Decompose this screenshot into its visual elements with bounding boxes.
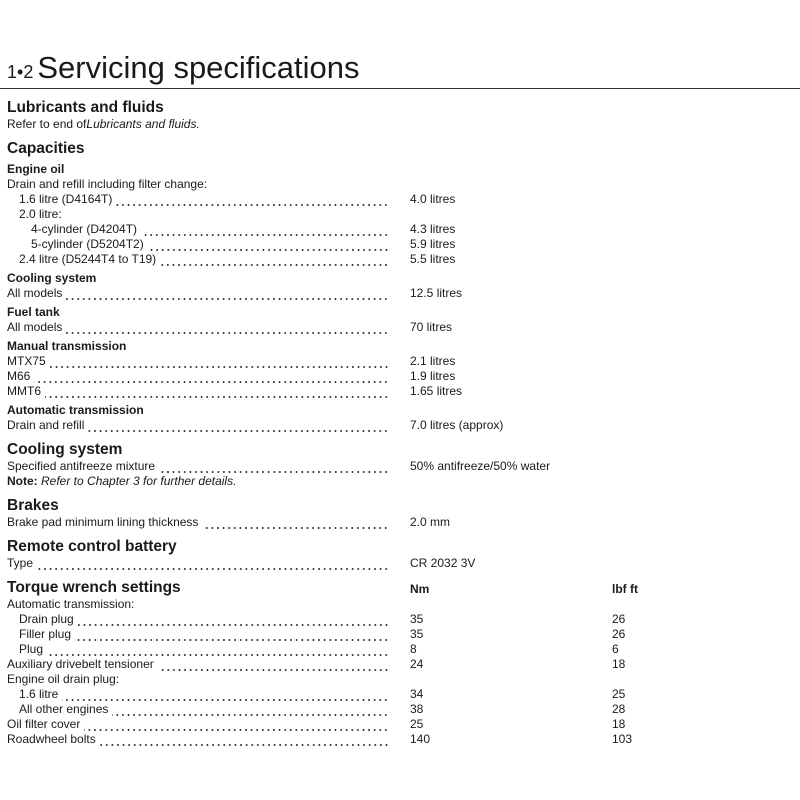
spec-label-text: MTX75: [7, 354, 46, 368]
spec-content: [7, 98, 797, 747]
section-title: Lubricants and fluids: [7, 99, 164, 116]
spec-row: [7, 612, 797, 627]
spec-value-lbfft: 103: [612, 732, 633, 746]
dot-leader: [75, 627, 389, 642]
spec-label-text: All models: [7, 320, 63, 334]
spec-value-lbfft: 28: [612, 702, 626, 716]
spec-label-text: Specified antifreeze mixture: [7, 459, 156, 473]
spec-value: 5.5 litres: [410, 252, 456, 266]
dot-leader: [116, 192, 389, 207]
spec-row: [7, 369, 797, 384]
spec-label: [19, 192, 389, 207]
spec-value: 2.0 mm: [410, 515, 451, 529]
spec-label: [7, 286, 389, 301]
spec-label: [19, 642, 389, 657]
spec-label: [31, 222, 389, 237]
section-heading: [7, 537, 797, 556]
spec-label: [7, 717, 389, 732]
spec-label-text: Type: [7, 556, 34, 570]
spec-label-text: Drain plug: [19, 612, 74, 626]
dot-leader: [88, 418, 389, 433]
spec-label-text: Oil filter cover: [7, 717, 81, 731]
spec-label: [31, 237, 389, 252]
spec-value: 4.0 litres: [410, 192, 456, 206]
text-line: [7, 597, 797, 612]
dot-leader: [141, 222, 389, 237]
line-label: [19, 207, 389, 222]
dot-leader: [202, 515, 389, 530]
spec-value-lbfft: 6: [612, 642, 619, 656]
dot-leader: [84, 717, 389, 732]
spec-label: [7, 354, 389, 369]
section-heading: [7, 440, 797, 459]
label-text: Engine oil drain plug:: [7, 672, 120, 686]
spec-label: [7, 369, 389, 384]
spec-row: [7, 717, 797, 732]
text-line: [7, 672, 797, 687]
spec-row: [7, 286, 797, 301]
spec-label-text: All models: [7, 286, 63, 300]
spec-value: 35: [410, 612, 424, 626]
spec-value: 2.1 litres: [410, 354, 456, 368]
subsection-heading: Cooling system: [7, 271, 97, 285]
page-title: [7, 50, 360, 86]
text-line: [7, 177, 797, 192]
spec-label: [7, 459, 389, 474]
dot-leader: [47, 642, 389, 657]
spec-row: [7, 320, 797, 335]
line-label: [7, 672, 389, 687]
spec-value: 35: [410, 627, 424, 641]
spec-row: [7, 702, 797, 717]
spec-row: [7, 642, 797, 657]
spec-value: 7.0 litres (approx): [410, 418, 504, 432]
section-title: Cooling system: [7, 441, 123, 458]
note-label: Note:: [7, 474, 38, 488]
section-title: Capacities: [7, 140, 85, 157]
spec-row: [7, 252, 797, 267]
dot-leader: [45, 384, 389, 399]
dot-leader: [34, 369, 389, 384]
spec-value: 50% antifreeze/50% water: [410, 459, 551, 473]
spec-label-text: Filler plug: [19, 627, 72, 641]
page-number: 1•2: [7, 62, 34, 82]
spec-label: [19, 687, 389, 702]
spec-label-text: 5-cylinder (D5204T2): [31, 237, 144, 251]
spec-row: [7, 459, 797, 474]
dot-leader: [66, 320, 389, 335]
note-text: [7, 474, 797, 489]
spec-row: [7, 222, 797, 237]
dot-leader: [50, 354, 389, 369]
spec-row: [7, 627, 797, 642]
subsection-heading: Automatic transmission: [7, 403, 144, 417]
spec-row: [7, 192, 797, 207]
section-heading: [7, 578, 797, 597]
dot-leader: [158, 657, 389, 672]
spec-value: 12.5 litres: [410, 286, 463, 300]
spec-value-lbfft: 18: [612, 717, 626, 731]
label-text: 2.0 litre:: [19, 207, 62, 221]
spec-label: [19, 612, 389, 627]
section-heading: [7, 496, 797, 515]
spec-row: [7, 237, 797, 252]
dot-leader: [159, 459, 389, 474]
dot-leader: [37, 556, 389, 571]
line-label: [7, 117, 389, 132]
note-body: Refer to Chapter 3 for further details.: [37, 474, 237, 488]
subsection-heading: Engine oil: [7, 162, 65, 176]
spec-value: 24: [410, 657, 424, 671]
spec-label: [7, 556, 389, 571]
spec-value-lbfft: 26: [612, 627, 626, 641]
spec-value: 38: [410, 702, 424, 716]
dot-leader: [160, 252, 389, 267]
section-title: Torque wrench settings: [7, 579, 181, 596]
spec-label-text: 1.6 litre: [19, 687, 59, 701]
dot-leader: [112, 702, 389, 717]
spec-label-text: 2.4 litre (D5244T4 to T19): [19, 252, 157, 266]
spec-label-text: Brake pad minimum lining thickness: [7, 515, 199, 529]
spec-label-text: M66: [7, 369, 31, 383]
spec-row: [7, 354, 797, 369]
spec-value: CR 2032 3V: [410, 556, 476, 570]
spec-value-lbfft: 18: [612, 657, 626, 671]
text-line: [7, 207, 797, 222]
label-text: Refer to end of: [7, 117, 87, 131]
spec-value: 70 litres: [410, 320, 453, 334]
spec-label: [19, 252, 389, 267]
spec-label-text: Plug: [19, 642, 44, 656]
dot-leader: [100, 732, 389, 747]
spec-row: [7, 556, 797, 571]
label-text: Drain and refill including filter change:: [7, 177, 208, 191]
spec-value: 34: [410, 687, 424, 701]
spec-label: [19, 627, 389, 642]
dot-leader: [148, 237, 389, 252]
spec-label-text: MMT6: [7, 384, 41, 398]
section-heading: [7, 139, 797, 158]
spec-row: [7, 384, 797, 399]
spec-label-text: Drain and refill: [7, 418, 85, 432]
spec-row: [7, 687, 797, 702]
subsection-heading: Fuel tank: [7, 305, 60, 319]
spec-label: [7, 418, 389, 433]
column-header-lbfft: lbf ft: [612, 582, 638, 596]
spec-value: 25: [410, 717, 424, 731]
section-title: Remote control battery: [7, 538, 177, 555]
spec-value: 8: [410, 642, 417, 656]
spec-value-lbfft: 25: [612, 687, 626, 701]
spec-value: 1.9 litres: [410, 369, 456, 383]
spec-value: 4.3 litres: [410, 222, 456, 236]
text-line: [7, 117, 797, 132]
dot-leader: [78, 612, 389, 627]
spec-label: [7, 320, 389, 335]
label-italic: Lubricants and fluids.: [86, 117, 200, 131]
label-text: Automatic transmission:: [7, 597, 135, 611]
spec-label-text: Roadwheel bolts: [7, 732, 96, 746]
spec-label-text: 1.6 litre (D4164T): [19, 192, 113, 206]
spec-label: [7, 515, 389, 530]
section-heading: [7, 98, 797, 117]
spec-label: [19, 702, 389, 717]
column-header-nm: Nm: [410, 582, 430, 596]
subsection-heading: Manual transmission: [7, 339, 127, 353]
spec-label: [7, 384, 389, 399]
spec-row: [7, 418, 797, 433]
spec-label-text: All other engines: [19, 702, 109, 716]
page-heading: Servicing specifications: [37, 50, 360, 85]
spec-label: [7, 732, 389, 747]
spec-label-text: Auxiliary drivebelt tensioner: [7, 657, 154, 671]
title-divider: [0, 88, 800, 89]
dot-leader: [62, 687, 389, 702]
spec-label-text: 4-cylinder (D4204T): [31, 222, 138, 236]
spec-label: [7, 657, 389, 672]
spec-row: [7, 515, 797, 530]
spec-row: [7, 732, 797, 747]
spec-value-lbfft: 26: [612, 612, 626, 626]
dot-leader: [66, 286, 389, 301]
spec-value: 140: [410, 732, 431, 746]
spec-value: 1.65 litres: [410, 384, 463, 398]
line-label: [7, 597, 389, 612]
section-title: Brakes: [7, 497, 59, 514]
line-label: [7, 177, 389, 192]
spec-row: [7, 657, 797, 672]
spec-value: 5.9 litres: [410, 237, 456, 251]
